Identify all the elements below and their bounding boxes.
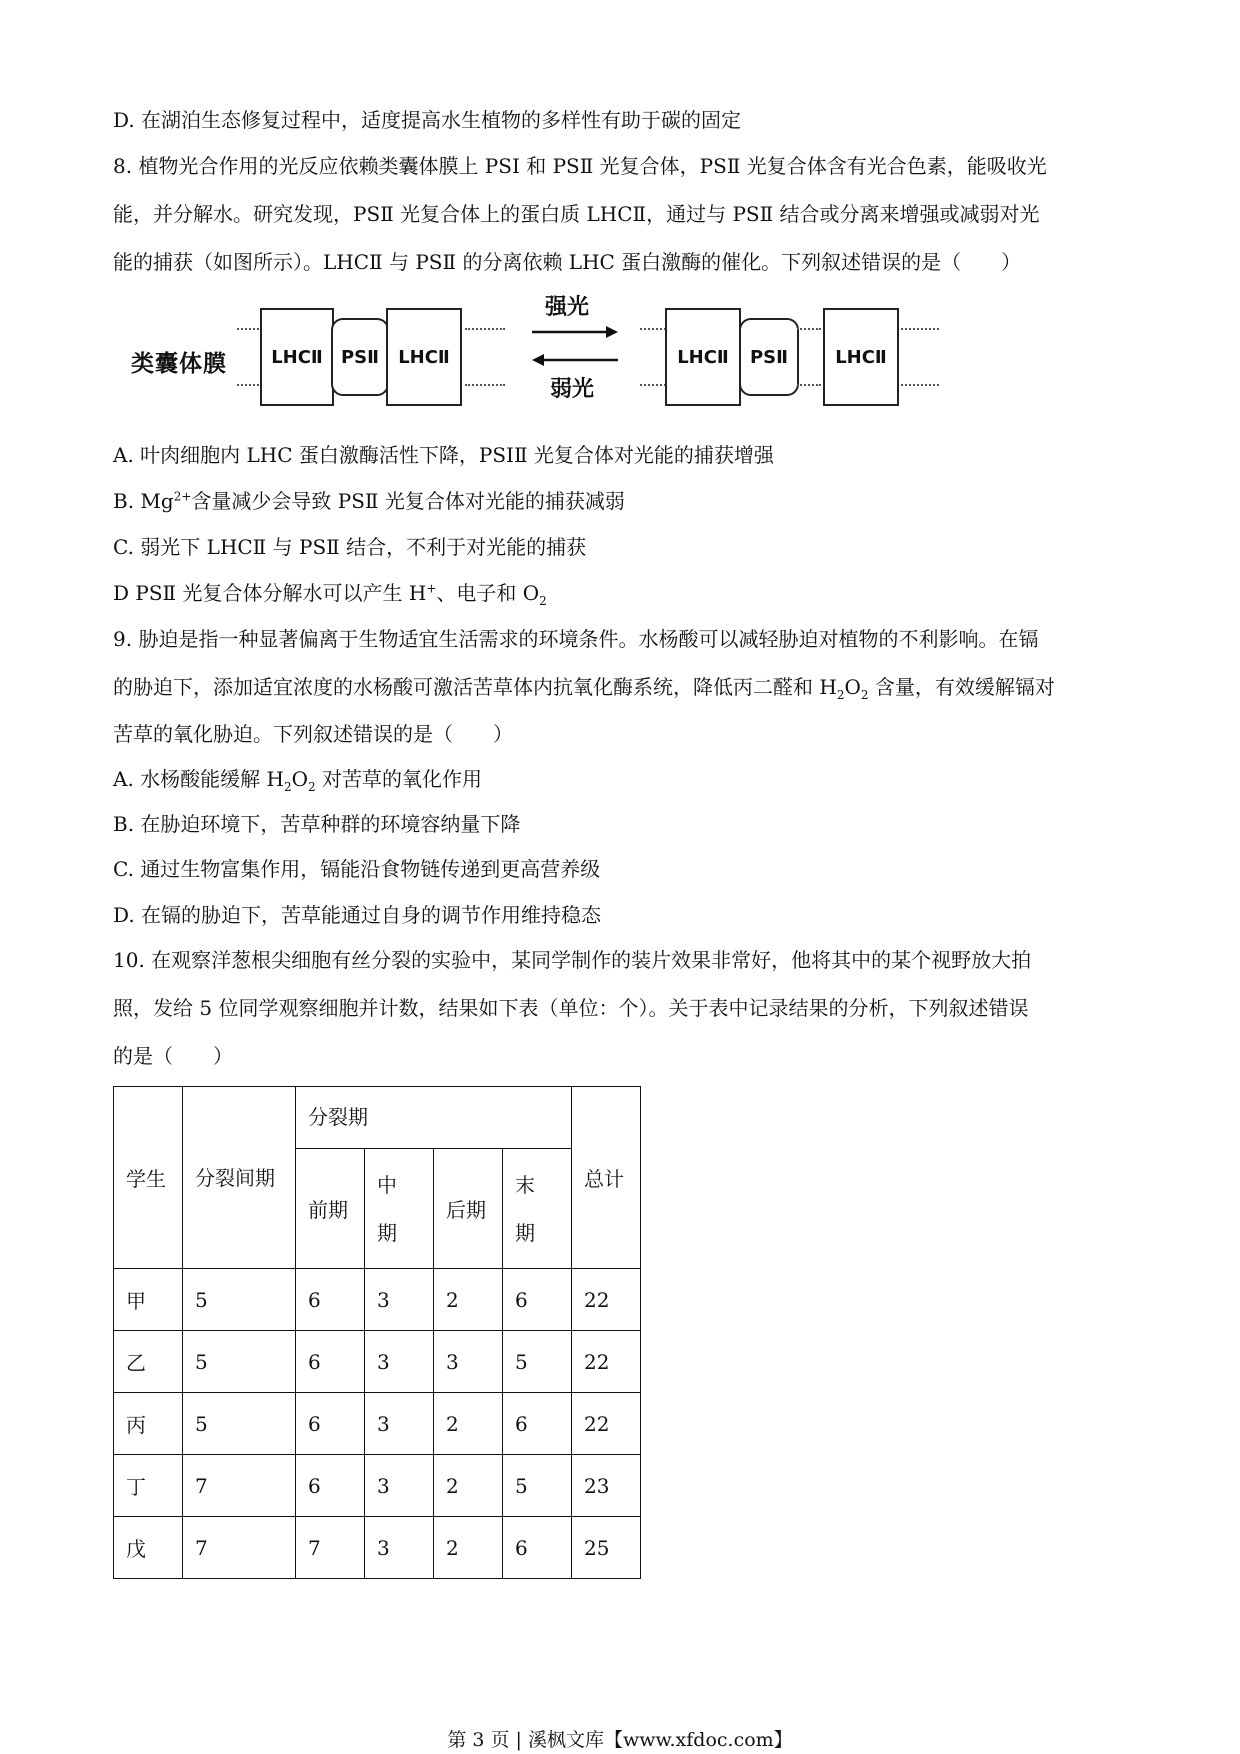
membrane-dots bbox=[901, 384, 939, 386]
cell-interphase: 5 bbox=[183, 1269, 296, 1331]
weak-light-label: 弱光 bbox=[550, 377, 595, 402]
cell-total: 25 bbox=[572, 1517, 641, 1579]
cell-prophase: 6 bbox=[296, 1331, 365, 1393]
q7-option-d: D. 在湖泊生态修复过程中，适度提高水生植物的多样性有助于碳的固定 bbox=[113, 108, 742, 132]
header-telophase: 末期 bbox=[503, 1149, 572, 1269]
header-interphase: 分裂间期 bbox=[183, 1087, 296, 1269]
cell-student: 甲 bbox=[114, 1269, 183, 1331]
q10-stem-line-3: 的是（ ） bbox=[113, 1044, 233, 1068]
cell-prophase: 6 bbox=[296, 1455, 365, 1517]
q9-option-c: C. 通过生物富集作用，镉能沿食物链传递到更高营养级 bbox=[113, 857, 601, 881]
membrane-label: 类囊体膜 bbox=[131, 351, 227, 377]
cell-metaphase: 3 bbox=[365, 1455, 434, 1517]
cell-total: 22 bbox=[572, 1331, 641, 1393]
table-row bbox=[114, 1393, 641, 1455]
header-prophase: 前期 bbox=[296, 1149, 365, 1269]
cell-telophase: 6 bbox=[503, 1517, 572, 1579]
q10-stem-line-2: 照，发给 5 位同学观察细胞并计数，结果如下表（单位：个）。关于表中记录结果的分析，下列叙述错误 bbox=[113, 996, 1029, 1020]
cell-telophase: 6 bbox=[503, 1269, 572, 1331]
q10-stem-line-1: 10. 在观察洋葱根尖细胞有丝分裂的实验中，某同学制作的装片效果非常好，他将其中的某个视野放大拍 bbox=[113, 948, 1032, 972]
cell-metaphase: 3 bbox=[365, 1393, 434, 1455]
thylakoid-diagram bbox=[125, 295, 945, 410]
q8-stem-line-2: 能，并分解水。研究发现，PSⅡ 光复合体上的蛋白质 LHCⅡ，通过与 PSⅡ 结合或分离来增强或减弱对光 bbox=[113, 202, 1040, 226]
q8-option-a: A. 叶肉细胞内 LHC 蛋白激酶活性下降，PSIⅡ 光复合体对光能的捕获增强 bbox=[113, 443, 774, 467]
q8-option-c: C. 弱光下 LHCⅡ 与 PSⅡ 结合，不利于对光能的捕获 bbox=[113, 535, 587, 559]
table-row bbox=[114, 1269, 641, 1331]
lhc-ii-box: LHCⅡ bbox=[386, 308, 462, 406]
cell-anaphase: 3 bbox=[434, 1331, 503, 1393]
header-mitosis: 分裂期 bbox=[296, 1087, 572, 1149]
cell-telophase: 5 bbox=[503, 1455, 572, 1517]
membrane-dots bbox=[797, 328, 821, 330]
cell-prophase: 6 bbox=[296, 1269, 365, 1331]
cell-anaphase: 2 bbox=[434, 1393, 503, 1455]
q9-option-d: D. 在镉的胁迫下，苦草能通过自身的调节作用维持稳态 bbox=[113, 903, 602, 927]
header-student: 学生 bbox=[114, 1087, 183, 1269]
cell-interphase: 7 bbox=[183, 1455, 296, 1517]
lhc-ii-box: LHCⅡ bbox=[665, 308, 741, 406]
cell-metaphase: 3 bbox=[365, 1517, 434, 1579]
cell-metaphase: 3 bbox=[365, 1331, 434, 1393]
membrane-dots bbox=[901, 328, 939, 330]
cell-anaphase: 2 bbox=[434, 1269, 503, 1331]
q9-option-b: B. 在胁迫环境下，苦草种群的环境容纳量下降 bbox=[113, 812, 521, 836]
cell-interphase: 5 bbox=[183, 1331, 296, 1393]
ps-ii-box: PSⅡ bbox=[331, 318, 389, 396]
cell-anaphase: 2 bbox=[434, 1455, 503, 1517]
page-footer: 第 3 页 | 溪枫文库【www.xfdoc.com】 bbox=[447, 1729, 793, 1751]
q9-option-a: A. 水杨酸能缓解 $H_2O_2$ 对苦草的氧化作用 bbox=[113, 767, 483, 794]
membrane-dots bbox=[465, 328, 505, 330]
q9-stem-line-3: 苦草的氧化胁迫。下列叙述错误的是（ ） bbox=[113, 722, 513, 746]
cell-telophase: 5 bbox=[503, 1331, 572, 1393]
lhc-ii-box: LHCⅡ bbox=[260, 308, 334, 406]
cell-student: 丙 bbox=[114, 1393, 183, 1455]
q9-stem-line-2: 的胁迫下，添加适宜浓度的水杨酸可激活苦草体内抗氧化酶系统，降低丙二醛和 $H_2O_2$ 含量，有效缓解镉对 bbox=[113, 675, 1055, 702]
cell-total: 22 bbox=[572, 1269, 641, 1331]
header-anaphase: 后期 bbox=[434, 1149, 503, 1269]
cell-interphase: 7 bbox=[183, 1517, 296, 1579]
cell-total: 23 bbox=[572, 1455, 641, 1517]
q8-option-d: D PSⅡ 光复合体分解水可以产生 H+、电子和 $O_2$ bbox=[113, 581, 547, 608]
q9-stem-line-1: 9. 胁迫是指一种显著偏离于生物适宜生活需求的环境条件。水杨酸可以减轻胁迫对植物的不利影响。在镉 bbox=[113, 627, 1039, 651]
cell-metaphase: 3 bbox=[365, 1269, 434, 1331]
table-row bbox=[114, 1455, 641, 1517]
cell-prophase: 6 bbox=[296, 1393, 365, 1455]
cell-prophase: 7 bbox=[296, 1517, 365, 1579]
cell-student: 丁 bbox=[114, 1455, 183, 1517]
table-row bbox=[114, 1517, 641, 1579]
cell-student: 戊 bbox=[114, 1517, 183, 1579]
lhc-ii-box: LHCⅡ bbox=[823, 308, 899, 406]
cell-total: 22 bbox=[572, 1393, 641, 1455]
membrane-dots bbox=[797, 384, 821, 386]
q8-stem-line-1: 8. 植物光合作用的光反应依赖类囊体膜上 PSⅠ 和 PSⅡ 光复合体，PSⅡ 光复合体含有光合色素，能吸收光 bbox=[113, 154, 1047, 178]
header-total: 总计 bbox=[572, 1087, 641, 1269]
membrane-dots bbox=[465, 384, 505, 386]
q8-option-b: B. $Mg^{2+}$含量减少会导致 PSⅡ 光复合体对光能的捕获减弱 bbox=[113, 489, 625, 513]
cell-student: 乙 bbox=[114, 1331, 183, 1393]
q8-stem-line-3: 能的捕获（如图所示）。LHCⅡ 与 PSⅡ 的分离依赖 LHC 蛋白激酶的催化。下列叙述错误的是（ ） bbox=[113, 250, 1022, 274]
cell-telophase: 6 bbox=[503, 1393, 572, 1455]
cell-anaphase: 2 bbox=[434, 1517, 503, 1579]
header-metaphase: 中期 bbox=[365, 1149, 434, 1269]
ps-ii-box: PSⅡ bbox=[739, 318, 799, 396]
cell-count-table bbox=[113, 1086, 641, 1579]
cell-interphase: 5 bbox=[183, 1393, 296, 1455]
table-row bbox=[114, 1331, 641, 1393]
strong-light-label: 强光 bbox=[545, 295, 590, 320]
